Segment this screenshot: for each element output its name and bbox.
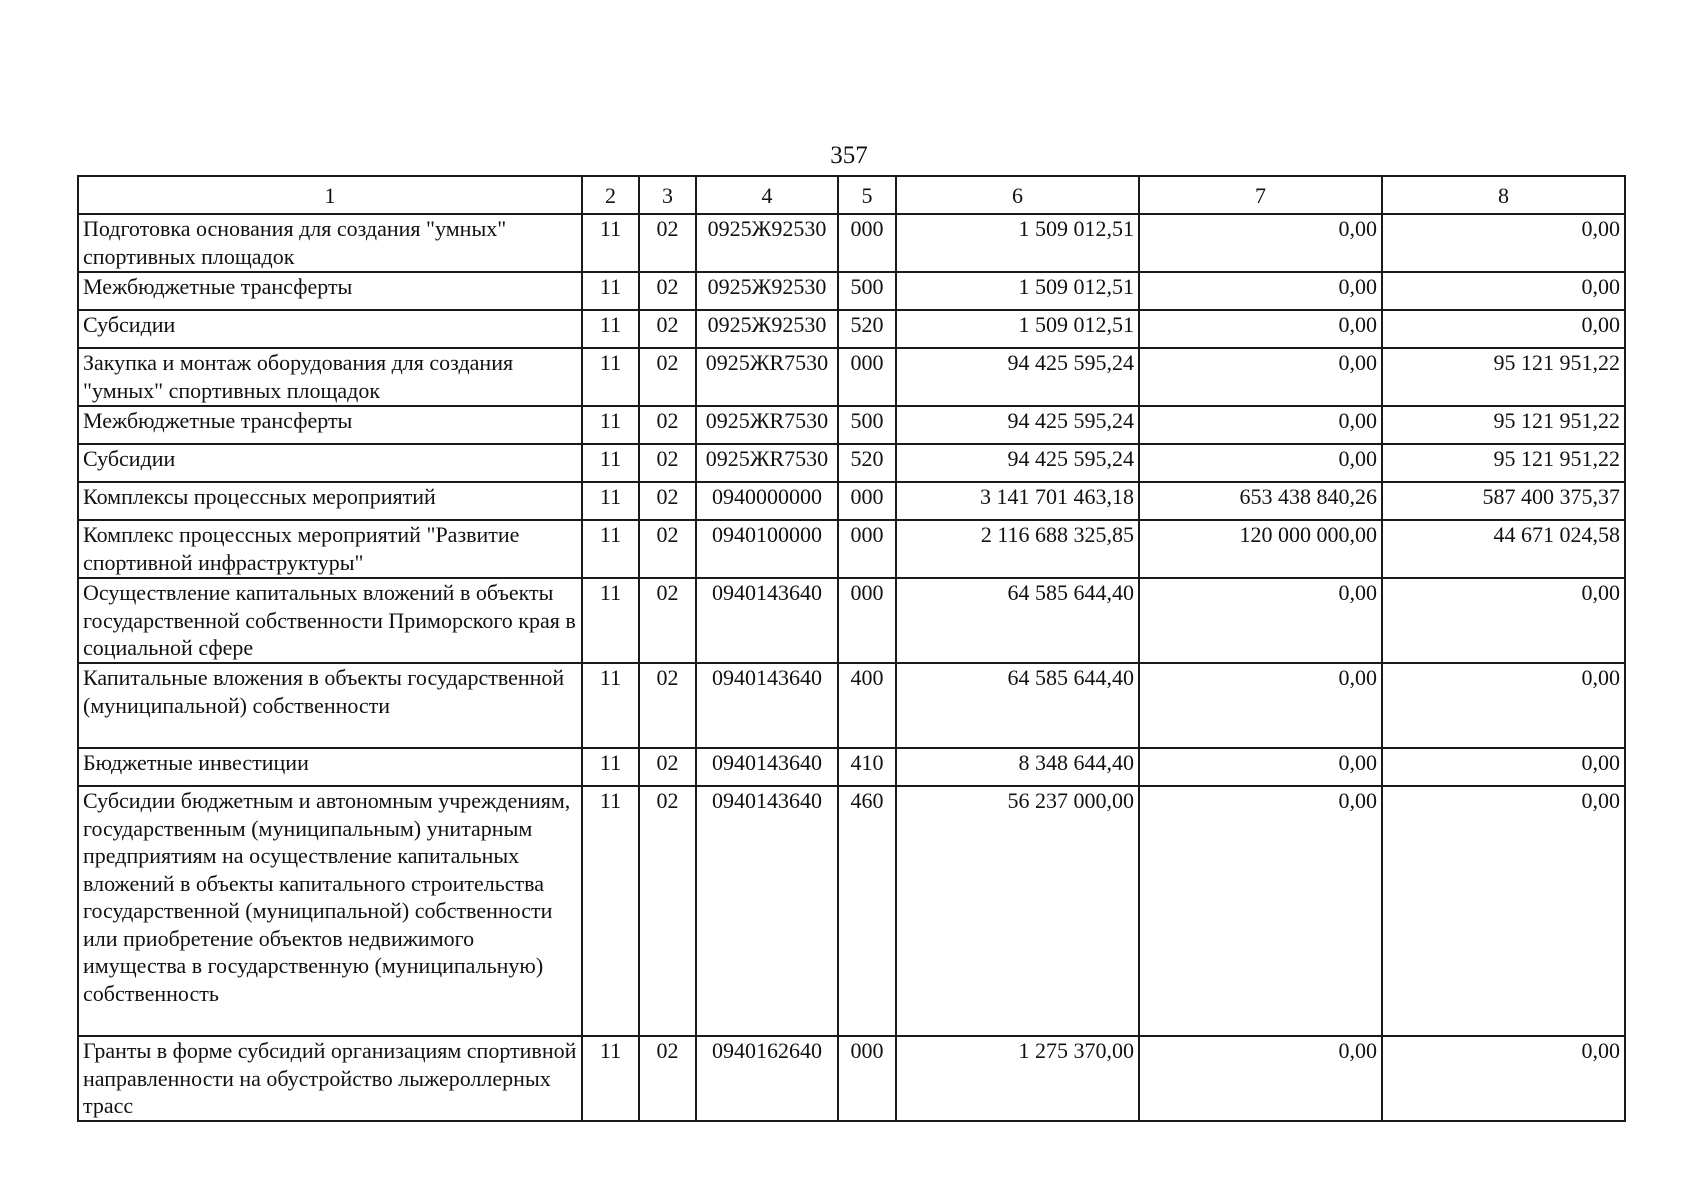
subsection-code: 02: [639, 348, 696, 406]
item-name: Бюджетные инвестиции: [78, 748, 582, 786]
amount-col-6: 3 141 701 463,18: [896, 482, 1139, 520]
amount-col-6: 94 425 595,24: [896, 348, 1139, 406]
amount-col-6: 1 509 012,51: [896, 310, 1139, 348]
target-article-code: 0940143640: [696, 663, 838, 748]
budget-table: [77, 175, 1626, 1122]
expense-type-code: 000: [838, 348, 896, 406]
amount-col-8: 95 121 951,22: [1382, 406, 1625, 444]
amount-col-8: 0,00: [1382, 578, 1625, 663]
amount-col-8: 44 671 024,58: [1382, 520, 1625, 578]
amount-col-7: 0,00: [1139, 444, 1382, 482]
amount-col-7: 0,00: [1139, 214, 1382, 272]
column-header-5: 5: [838, 176, 896, 214]
expense-type-code: 400: [838, 663, 896, 748]
expense-type-code: 460: [838, 786, 896, 1036]
subsection-code: 02: [639, 520, 696, 578]
amount-col-7: 0,00: [1139, 348, 1382, 406]
amount-col-8: 0,00: [1382, 663, 1625, 748]
section-code: 11: [582, 1036, 639, 1121]
table-row: [78, 748, 1625, 786]
amount-col-6: 8 348 644,40: [896, 748, 1139, 786]
column-header-1: 1: [78, 176, 582, 214]
subsection-code: 02: [639, 786, 696, 1036]
amount-col-7: 0,00: [1139, 578, 1382, 663]
section-code: 11: [582, 310, 639, 348]
item-name: Межбюджетные трансферты: [78, 272, 582, 310]
target-article-code: 0925Ж92530: [696, 214, 838, 272]
column-header-3: 3: [639, 176, 696, 214]
amount-col-6: 56 237 000,00: [896, 786, 1139, 1036]
section-code: 11: [582, 520, 639, 578]
section-code: 11: [582, 348, 639, 406]
subsection-code: 02: [639, 272, 696, 310]
table-row: [78, 310, 1625, 348]
amount-col-8: 0,00: [1382, 310, 1625, 348]
item-name: Комплекс процессных мероприятий "Развитие спортивной инфраструктуры": [78, 520, 582, 578]
amount-col-8: 95 121 951,22: [1382, 348, 1625, 406]
table-row: [78, 578, 1625, 663]
amount-col-8: 587 400 375,37: [1382, 482, 1625, 520]
expense-type-code: 410: [838, 748, 896, 786]
section-code: 11: [582, 214, 639, 272]
subsection-code: 02: [639, 578, 696, 663]
item-name: Осуществление капитальных вложений в объекты государственной собственности Приморского края в социальной сфере: [78, 578, 582, 663]
amount-col-8: 0,00: [1382, 786, 1625, 1036]
section-code: 11: [582, 786, 639, 1036]
expense-type-code: 000: [838, 482, 896, 520]
amount-col-7: 0,00: [1139, 663, 1382, 748]
section-code: 11: [582, 578, 639, 663]
table-row: [78, 520, 1625, 578]
item-name: Комплексы процессных мероприятий: [78, 482, 582, 520]
section-code: 11: [582, 272, 639, 310]
amount-col-8: 0,00: [1382, 748, 1625, 786]
subsection-code: 02: [639, 663, 696, 748]
item-name: Субсидии: [78, 444, 582, 482]
subsection-code: 02: [639, 1036, 696, 1121]
page-number: 357: [830, 142, 868, 169]
item-name: Закупка и монтаж оборудования для создания "умных" спортивных площадок: [78, 348, 582, 406]
amount-col-6: 1 509 012,51: [896, 214, 1139, 272]
expense-type-code: 520: [838, 444, 896, 482]
item-name: Капитальные вложения в объекты государственной (муниципальной) собственности: [78, 663, 582, 748]
table-row: [78, 214, 1625, 272]
subsection-code: 02: [639, 748, 696, 786]
target-article-code: 0925ЖR7530: [696, 444, 838, 482]
item-name: Гранты в форме субсидий организациям спортивной направленности на обустройство лыжероллерных трасс: [78, 1036, 582, 1121]
table-row: [78, 786, 1625, 1036]
subsection-code: 02: [639, 310, 696, 348]
amount-col-7: 0,00: [1139, 748, 1382, 786]
table-header-row: [78, 176, 1625, 214]
section-code: 11: [582, 482, 639, 520]
amount-col-6: 64 585 644,40: [896, 578, 1139, 663]
target-article-code: 0940100000: [696, 520, 838, 578]
amount-col-8: 95 121 951,22: [1382, 444, 1625, 482]
amount-col-6: 94 425 595,24: [896, 406, 1139, 444]
column-header-4: 4: [696, 176, 838, 214]
amount-col-7: 653 438 840,26: [1139, 482, 1382, 520]
column-header-7: 7: [1139, 176, 1382, 214]
table-row: [78, 444, 1625, 482]
table-row: [78, 348, 1625, 406]
table-row: [78, 482, 1625, 520]
section-code: 11: [582, 444, 639, 482]
amount-col-8: 0,00: [1382, 214, 1625, 272]
column-header-6: 6: [896, 176, 1139, 214]
target-article-code: 0940143640: [696, 578, 838, 663]
target-article-code: 0925Ж92530: [696, 272, 838, 310]
expense-type-code: 500: [838, 406, 896, 444]
table-row: [78, 663, 1625, 748]
subsection-code: 02: [639, 214, 696, 272]
item-name: Субсидии: [78, 310, 582, 348]
section-code: 11: [582, 748, 639, 786]
expense-type-code: 000: [838, 578, 896, 663]
table-row: [78, 406, 1625, 444]
subsection-code: 02: [639, 406, 696, 444]
amount-col-6: 1 509 012,51: [896, 272, 1139, 310]
target-article-code: 0940000000: [696, 482, 838, 520]
subsection-code: 02: [639, 482, 696, 520]
amount-col-6: 2 116 688 325,85: [896, 520, 1139, 578]
amount-col-7: 0,00: [1139, 406, 1382, 444]
column-header-2: 2: [582, 176, 639, 214]
target-article-code: 0940162640: [696, 1036, 838, 1121]
item-name: Подготовка основания для создания "умных" спортивных площадок: [78, 214, 582, 272]
amount-col-7: 0,00: [1139, 310, 1382, 348]
section-code: 11: [582, 663, 639, 748]
table-row: [78, 272, 1625, 310]
amount-col-8: 0,00: [1382, 1036, 1625, 1121]
amount-col-7: 0,00: [1139, 786, 1382, 1036]
item-name: Субсидии бюджетным и автономным учреждениям, государственным (муниципальным) унитарным предприятиям на осуществление капитальных вложений в объекты капитального строительства государственной (муниципальной) собственности или приобретение объектов недвижимого имущества в государственную (муниципальную) собственность: [78, 786, 582, 1036]
section-code: 11: [582, 406, 639, 444]
amount-col-6: 1 275 370,00: [896, 1036, 1139, 1121]
expense-type-code: 500: [838, 272, 896, 310]
target-article-code: 0925Ж92530: [696, 310, 838, 348]
table-row: [78, 1036, 1625, 1121]
amount-col-7: 0,00: [1139, 272, 1382, 310]
item-name: Межбюджетные трансферты: [78, 406, 582, 444]
amount-col-8: 0,00: [1382, 272, 1625, 310]
expense-type-code: 000: [838, 1036, 896, 1121]
subsection-code: 02: [639, 444, 696, 482]
target-article-code: 0940143640: [696, 786, 838, 1036]
expense-type-code: 520: [838, 310, 896, 348]
amount-col-7: 120 000 000,00: [1139, 520, 1382, 578]
amount-col-6: 94 425 595,24: [896, 444, 1139, 482]
target-article-code: 0925ЖR7530: [696, 406, 838, 444]
target-article-code: 0940143640: [696, 748, 838, 786]
column-header-8: 8: [1382, 176, 1625, 214]
amount-col-7: 0,00: [1139, 1036, 1382, 1121]
amount-col-6: 64 585 644,40: [896, 663, 1139, 748]
expense-type-code: 000: [838, 214, 896, 272]
expense-type-code: 000: [838, 520, 896, 578]
target-article-code: 0925ЖR7530: [696, 348, 838, 406]
